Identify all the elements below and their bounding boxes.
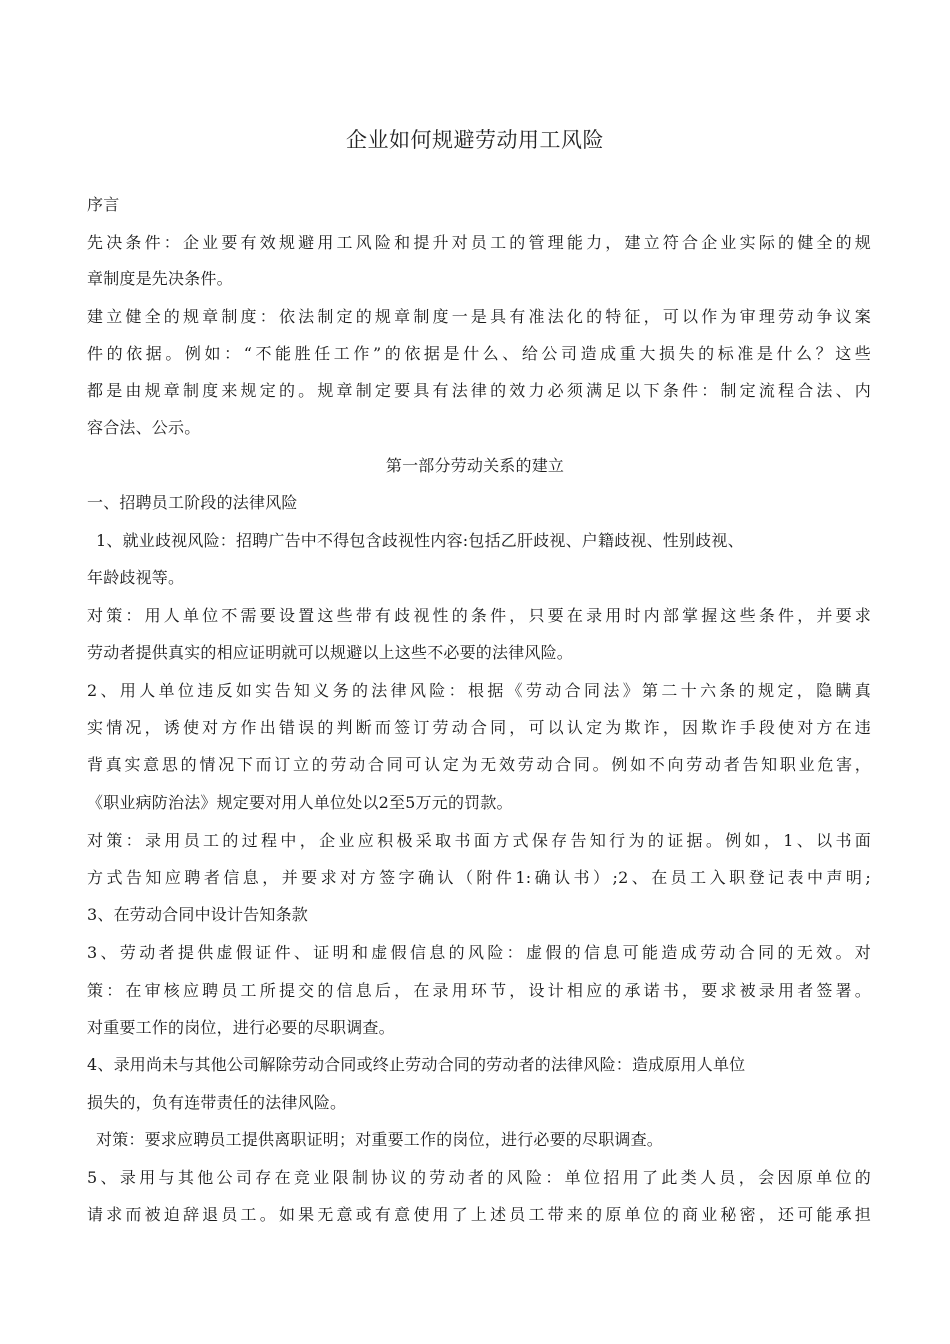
paragraph-line: 损失的，负有连带责任的法律风险。: [87, 1093, 347, 1112]
paragraph-line: 3、在劳动合同中设计告知条款: [87, 905, 308, 924]
paragraph-line: 背真实意思的情况下而订立的劳动合同可认定为无效劳动合同。例如不向劳动者告知职业危害，: [87, 755, 871, 774]
paragraph-line: 章制度是先决条件。: [87, 269, 233, 288]
paragraph-line: 都是由规章制度来规定的。规章制定要具有法律的效力必须满足以下条件：制定流程合法、内: [87, 381, 871, 400]
paragraph-line: 对重要工作的岗位，进行必要的尽职调查。: [87, 1018, 395, 1037]
paragraph-line: 实情况，诱使对方作出错误的判断而签订劳动合同，可以认定为欺诈，因欺诈手段使对方在违: [87, 718, 871, 737]
paragraph-line: 2、用人单位违反如实告知义务的法律风险：根据《劳动合同法》第二十六条的规定，隐瞒真: [87, 681, 871, 700]
paragraph-line: 方式告知应聘者信息，并要求对方签字确认（附件1:确认书）;2、在员工入职登记表中声明;: [87, 868, 871, 887]
paragraph-line: 《职业病防治法》规定要对用人单位处以2至5万元的罚款。: [87, 793, 513, 812]
paragraph-line: 请求而被迫辞退员工。如果无意或有意使用了上述员工带来的原单位的商业秘密，还可能承担: [87, 1205, 871, 1224]
paragraph-line: 年龄歧视等。: [87, 568, 185, 587]
document-title: 企业如何规避劳动用工风险: [346, 128, 604, 152]
paragraph-line: 4、录用尚未与其他公司解除劳动合同或终止劳动合同的劳动者的法律风险：造成原用人单位: [87, 1055, 746, 1074]
paragraph-line: 策：在审核应聘员工所提交的信息后，在录用环节，设计相应的承诺书，要求被录用者签署。: [87, 981, 871, 1000]
paragraph-line: 件的依据。例如：“不能胜任工作”的依据是什么、给公司造成重大损失的标准是什么？这些: [87, 344, 871, 363]
preface-heading: 序言: [87, 195, 120, 214]
subsection-heading: 一、招聘员工阶段的法律风险: [87, 493, 298, 512]
paragraph-line: 3、劳动者提供虚假证件、证明和虚假信息的风险：虚假的信息可能造成劳动合同的无效。对: [87, 943, 871, 962]
section-heading: 第一部分劳动关系的建立: [385, 456, 565, 475]
paragraph-line: 5、录用与其他公司存在竞业限制协议的劳动者的风险：单位招用了此类人员，会因原单位的: [87, 1168, 871, 1187]
paragraph-line: 对策：要求应聘员工提供离职证明；对重要工作的岗位，进行必要的尽职调查。: [96, 1130, 664, 1149]
paragraph-line: 对策：用人单位不需要设置这些带有歧视性的条件，只要在录用时内部掌握这些条件，并要求: [87, 606, 871, 625]
paragraph-line: 劳动者提供真实的相应证明就可以规避以上这些不必要的法律风险。: [87, 643, 574, 662]
paragraph-line: 1、就业歧视风险：招聘广告中不得包含歧视性内容:包括乙肝歧视、户籍歧视、性别歧视、: [96, 531, 744, 550]
paragraph-line: 容合法、公示。: [87, 418, 201, 437]
paragraph-line: 建立健全的规章制度：依法制定的规章制度一是具有准法化的特征，可以作为审理劳动争议案: [87, 307, 871, 326]
paragraph-line: 先决条件：企业要有效规避用工风险和提升对员工的管理能力，建立符合企业实际的健全的规: [87, 233, 871, 252]
paragraph-line: 对策：录用员工的过程中，企业应积极采取书面方式保存告知行为的证据。例如，1、以书面: [87, 831, 871, 850]
